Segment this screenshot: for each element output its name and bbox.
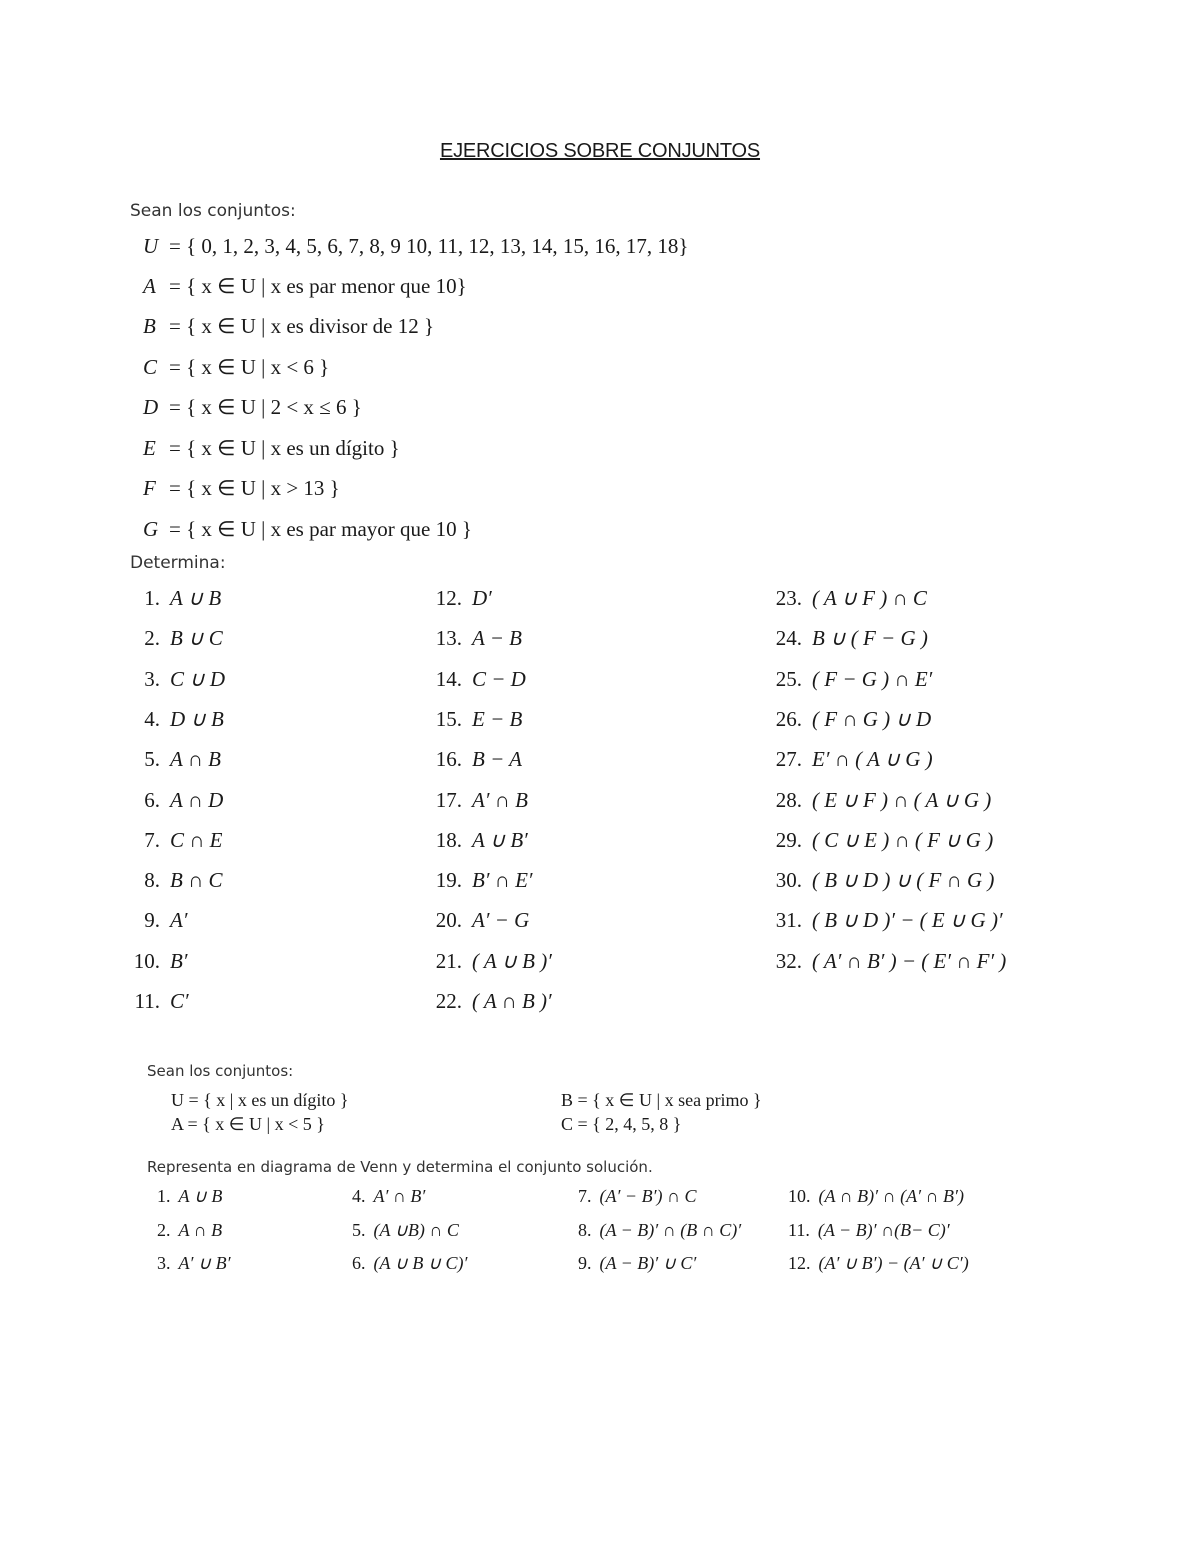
exercise-expression: (A′ ∪ B′) − (A′ ∪ C′) <box>818 1253 969 1273</box>
exercise-expression: ( A′ ∩ B′ ) − ( E′ ∩ F′ ) <box>812 949 1007 973</box>
part1-prompt: Determina: <box>130 553 226 573</box>
exercise-expression: A ∪ B <box>170 586 222 610</box>
exercise-number: 9. <box>144 908 160 932</box>
exercise-item <box>772 868 994 893</box>
exercise-expression: ( A ∪ B )′ <box>472 949 552 973</box>
exercise-item <box>130 788 223 813</box>
exercise-item <box>772 626 928 651</box>
exercise-number: 1. <box>157 1186 171 1206</box>
exercise-number: 29. <box>775 828 802 852</box>
exercise-expression: D ∪ B <box>170 707 224 731</box>
set-name: D <box>143 395 159 419</box>
exercise-expression: B ∪ ( F − G ) <box>812 626 928 650</box>
exercise-item <box>130 868 223 893</box>
exercise-number: 1. <box>144 586 160 610</box>
exercise-expression: ( F − G ) ∩ E′ <box>812 667 933 691</box>
venn-exercise-item <box>352 1186 425 1207</box>
exercise-number: 4. <box>352 1186 366 1206</box>
exercise-item <box>772 586 927 611</box>
set-name: E <box>143 436 156 460</box>
exercise-item <box>432 747 522 772</box>
exercise-number: 7. <box>144 828 160 852</box>
exercise-number: 13. <box>435 626 462 650</box>
set-name: C <box>143 355 158 379</box>
exercise-number: 6. <box>352 1253 366 1273</box>
set-definition-b <box>143 314 434 339</box>
venn-exercise-item <box>578 1220 741 1241</box>
set-definition-g <box>143 517 472 542</box>
exercise-number: 17. <box>435 788 462 812</box>
set-name: U <box>143 234 159 258</box>
part1-intro: Sean los conjuntos: <box>130 201 296 221</box>
exercise-item <box>772 747 933 772</box>
exercise-number: 27. <box>775 747 802 771</box>
exercise-number: 19. <box>435 868 462 892</box>
exercise-expression: (A − B)′ ∩(B− C)′ <box>817 1220 950 1240</box>
venn-exercise-item <box>788 1186 964 1207</box>
exercise-number: 22. <box>435 989 462 1013</box>
exercise-item <box>130 667 225 692</box>
exercise-expression: ( A ∩ B )′ <box>472 989 552 1013</box>
exercise-item <box>432 868 533 893</box>
set-name: B <box>143 314 156 338</box>
set-definition-a <box>143 274 467 299</box>
exercise-number: 12. <box>435 586 462 610</box>
exercise-number: 2. <box>144 626 160 650</box>
exercise-item <box>130 908 187 933</box>
venn-exercise-item <box>578 1253 696 1274</box>
exercise-item <box>772 667 932 692</box>
exercise-number: 32. <box>775 949 802 973</box>
exercise-item <box>772 908 1003 933</box>
exercise-number: 30. <box>775 868 802 892</box>
exercise-item <box>432 788 528 813</box>
exercise-expression: C − D <box>472 667 526 691</box>
set-definition-u <box>143 234 688 259</box>
part2-intro: Sean los conjuntos: <box>147 1062 294 1080</box>
exercise-number: 11. <box>788 1220 810 1240</box>
venn-exercise-item <box>788 1253 969 1274</box>
exercise-expression: E − B <box>472 707 523 731</box>
exercise-item <box>432 989 552 1014</box>
exercise-expression: (A − B)′ ∩ (B ∩ C)′ <box>599 1220 742 1240</box>
venn-exercise-item <box>352 1253 467 1274</box>
set-definition-text: = { x ∈ U | 2 < x ≤ 6 } <box>169 395 362 419</box>
set-definition-a2: A = { x ∈ U | x < 5 } <box>171 1114 325 1134</box>
part2-prompt: Representa en diagrama de Venn y determina el conjunto solución. <box>147 1158 653 1176</box>
exercise-expression: C ∩ E <box>170 828 223 852</box>
set-definition-text: = { x ∈ U | x es un dígito } <box>169 436 400 460</box>
exercise-number: 24. <box>775 626 802 650</box>
exercise-expression: ( B ∪ D ) ∪ ( F ∩ G ) <box>812 868 995 892</box>
exercise-item <box>432 828 528 853</box>
set-name: F <box>143 476 156 500</box>
exercise-number: 3. <box>144 667 160 691</box>
venn-exercise-item <box>788 1220 950 1241</box>
exercise-item <box>432 707 522 732</box>
exercise-expression: B′ <box>170 949 188 973</box>
exercise-item <box>432 908 529 933</box>
exercise-expression: A′ <box>170 908 188 932</box>
venn-exercise-item <box>578 1186 697 1207</box>
exercise-expression: (A ∪B) ∩ C <box>373 1220 459 1240</box>
exercise-number: 5. <box>144 747 160 771</box>
exercise-expression: D′ <box>472 586 492 610</box>
exercise-item <box>130 747 221 772</box>
set-definition-e <box>143 436 400 461</box>
set-definition-f <box>143 476 340 501</box>
exercise-expression: B ∩ C <box>170 868 223 892</box>
exercise-expression: A′ ∪ B′ <box>178 1253 231 1273</box>
exercise-expression: B − A <box>472 747 522 771</box>
exercise-item <box>772 949 1006 974</box>
exercise-expression: A ∪ B′ <box>472 828 528 852</box>
exercise-expression: A′ − G <box>472 908 530 932</box>
exercise-number: 10. <box>133 949 160 973</box>
exercise-expression: (A − B)′ ∪ C′ <box>599 1253 697 1273</box>
exercise-number: 12. <box>788 1253 811 1273</box>
set-definition-text: = { x ∈ U | x > 13 } <box>169 476 340 500</box>
exercise-item <box>130 707 224 732</box>
exercise-expression: ( F ∩ G ) ∪ D <box>812 707 932 731</box>
exercise-number: 8. <box>578 1220 592 1240</box>
set-definition-c2: C = { 2, 4, 5, 8 } <box>561 1114 682 1134</box>
exercise-item <box>772 788 991 813</box>
exercise-expression: C′ <box>170 989 189 1013</box>
exercise-number: 23. <box>775 586 802 610</box>
set-definition-b2: B = { x ∈ U | x sea primo } <box>561 1090 762 1110</box>
set-definition-text: = { x ∈ U | x es par menor que 10} <box>169 274 467 298</box>
exercise-number: 2. <box>157 1220 171 1240</box>
page-title: EJERCICIOS SOBRE CONJUNTOS <box>439 140 761 162</box>
exercise-number: 5. <box>352 1220 366 1240</box>
exercise-expression: (A ∪ B ∪ C)′ <box>373 1253 468 1273</box>
exercise-number: 16. <box>435 747 462 771</box>
set-definition-text: = { x ∈ U | x es par mayor que 10 } <box>169 517 472 541</box>
exercise-number: 9. <box>578 1253 592 1273</box>
set-definition-c <box>143 355 329 380</box>
exercise-item <box>130 586 221 611</box>
set-definition-text: = { x ∈ U | x es divisor de 12 } <box>169 314 435 338</box>
exercise-expression: (A ∩ B)′ ∩ (A′ ∩ B′) <box>818 1186 964 1206</box>
exercise-item <box>130 989 189 1014</box>
exercise-expression: C ∪ D <box>170 667 226 691</box>
exercise-expression: A′ ∩ B′ <box>373 1186 426 1206</box>
exercise-expression: B′ ∩ E′ <box>472 868 533 892</box>
exercise-number: 25. <box>775 667 802 691</box>
set-definition-d <box>143 395 362 420</box>
exercise-item <box>432 626 522 651</box>
set-name: A <box>143 274 156 298</box>
exercise-number: 15. <box>435 707 462 731</box>
exercise-number: 18. <box>435 828 462 852</box>
venn-exercise-item <box>157 1220 222 1241</box>
venn-exercise-item <box>352 1220 459 1241</box>
exercise-item <box>432 586 492 611</box>
exercise-number: 14. <box>435 667 462 691</box>
exercise-expression: (A′ − B′) ∩ C <box>599 1186 697 1206</box>
exercise-number: 10. <box>788 1186 811 1206</box>
exercise-item <box>772 707 931 732</box>
exercise-expression: A′ ∩ B <box>472 788 528 812</box>
set-definition-text: = { x ∈ U | x < 6 } <box>169 355 330 379</box>
exercise-expression: A ∩ D <box>170 788 224 812</box>
exercise-item <box>130 828 223 853</box>
exercise-expression: ( C ∪ E ) ∩ ( F ∪ G ) <box>812 828 994 852</box>
exercise-expression: A ∩ B <box>178 1220 223 1240</box>
exercise-expression: A ∪ B <box>178 1186 223 1206</box>
exercise-number: 8. <box>144 868 160 892</box>
exercise-number: 6. <box>144 788 160 812</box>
exercise-item <box>130 626 223 651</box>
set-definition-text: = { 0, 1, 2, 3, 4, 5, 6, 7, 8, 9 10, 11, 12, 13, 14, 15, 16, 17, 18} <box>169 234 689 258</box>
venn-exercise-item <box>157 1253 231 1274</box>
exercise-number: 31. <box>775 908 802 932</box>
exercise-number: 4. <box>144 707 160 731</box>
exercise-number: 28. <box>775 788 802 812</box>
exercise-item <box>772 828 993 853</box>
exercise-expression: ( E ∪ F ) ∩ ( A ∪ G ) <box>812 788 992 812</box>
set-name: G <box>143 517 159 541</box>
exercise-number: 11. <box>134 989 160 1013</box>
exercise-item <box>130 949 187 974</box>
exercise-item <box>432 667 526 692</box>
exercise-expression: E′ ∩ ( A ∪ G ) <box>812 747 933 771</box>
exercise-expression: A − B <box>472 626 522 650</box>
exercise-number: 7. <box>578 1186 592 1206</box>
exercise-expression: ( B ∪ D )′ − ( E ∪ G )′ <box>812 908 1003 932</box>
exercise-expression: ( A ∪ F ) ∩ C <box>812 586 927 610</box>
exercise-expression: A ∩ B <box>170 747 221 771</box>
exercise-item <box>432 949 552 974</box>
venn-exercise-item <box>157 1186 222 1207</box>
exercise-expression: B ∪ C <box>170 626 223 650</box>
exercise-number: 21. <box>435 949 462 973</box>
exercise-number: 20. <box>435 908 462 932</box>
exercise-number: 26. <box>775 707 802 731</box>
exercise-number: 3. <box>157 1253 171 1273</box>
set-definition-u2: U = { x | x es un dígito } <box>171 1090 349 1110</box>
